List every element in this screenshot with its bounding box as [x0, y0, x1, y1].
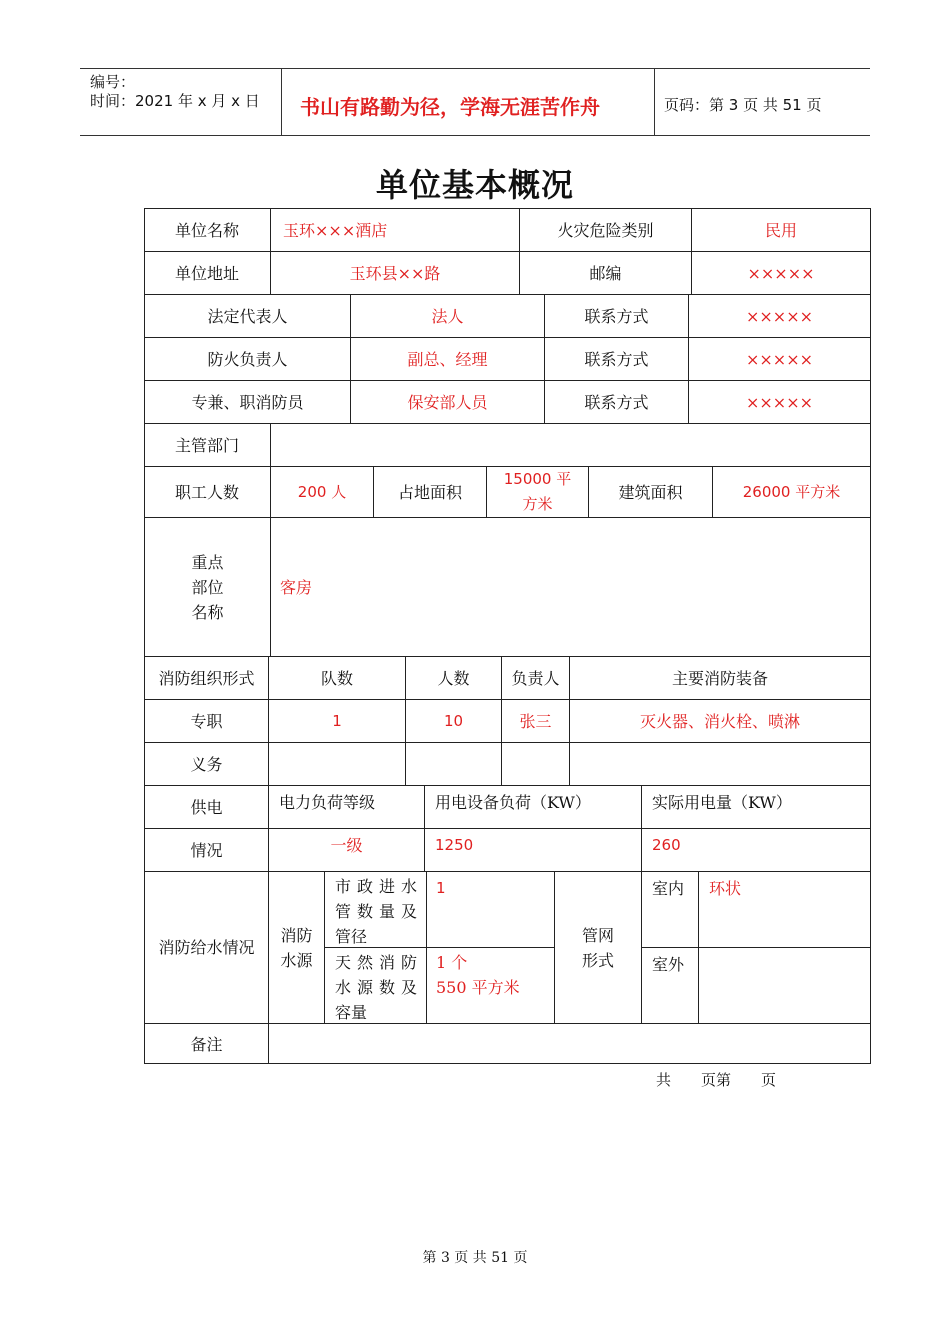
unit-name-label: 单位名称: [144, 208, 270, 251]
fire-risk-value: 民用: [691, 208, 870, 251]
header-motto: 书山有路勤为径，学海无涯苦作舟: [300, 95, 600, 119]
water-natural-line-1: 天 然 消 防: [335, 953, 417, 972]
org-col-equipment: 主要消防装备: [569, 656, 870, 699]
water-municipal-line-1: 市 政 进 水: [335, 877, 417, 896]
contact-label-2: 联系方式: [544, 337, 688, 380]
fire-manager-value: 副总、经理: [350, 337, 544, 380]
power-label-1: 供电: [144, 785, 268, 828]
legal-rep-value: 法人: [350, 294, 544, 337]
header-bottom-rule: [80, 135, 870, 136]
water-natural-value-line-2: 550 平方米: [436, 978, 520, 997]
staff-value: 200 人: [270, 466, 373, 517]
contact-value-1: ×××××: [688, 294, 870, 337]
header-top-rule: [80, 68, 870, 69]
table-page-counter: 共 页第 页: [656, 1071, 777, 1089]
org-volunteer-leader: [501, 742, 569, 785]
org-fulltime-label: 专职: [144, 699, 268, 742]
build-area-value: 26000 平方米: [712, 466, 870, 517]
power-load-level-label: 电力负荷等级: [268, 785, 424, 828]
postcode-label: 邮编: [519, 251, 691, 294]
key-parts-label-line-3: 名称: [191, 602, 224, 622]
org-fulltime-leader: 张三: [501, 699, 569, 742]
water-natural-value-line-1: 1 个: [436, 953, 468, 972]
water-municipal-value: 1: [426, 871, 554, 947]
contact-label-3: 联系方式: [544, 380, 688, 423]
water-source-label: [268, 871, 324, 1023]
key-parts-label-line-1: 重点: [191, 552, 224, 572]
dept-label: 主管部门: [144, 423, 270, 466]
page-title: 单位基本概况: [375, 166, 574, 204]
power-equipment-load-label: 用电设备负荷（KW）: [424, 785, 641, 828]
power-equipment-load: 1250: [424, 828, 641, 871]
water-indoor-value: 环状: [698, 871, 870, 947]
power-label-2: 情况: [144, 828, 268, 871]
contact-value-2: ×××××: [688, 337, 870, 380]
water-municipal-label: [324, 871, 426, 947]
key-parts-label: [144, 517, 270, 656]
water-natural-line-2: 水 源 数 及: [335, 978, 417, 997]
water-municipal-line-2: 管 数 量 及: [335, 902, 417, 921]
table-right-border: [870, 208, 871, 1064]
contact-value-3: ×××××: [688, 380, 870, 423]
water-network-line-1: 管网: [581, 925, 614, 945]
water-natural-value: [426, 947, 554, 1023]
water-network-line-2: 形式: [581, 950, 614, 970]
page-footer: 第 3 页 共 51 页: [422, 1250, 528, 1266]
water-outdoor-label: 室外: [641, 947, 698, 1023]
water-municipal-line-3: 管径: [335, 927, 368, 946]
fire-risk-label: 火灾危险类别: [519, 208, 691, 251]
power-actual-usage-label: 实际用电量（KW）: [641, 785, 870, 828]
remark-label: 备注: [144, 1023, 268, 1064]
org-volunteer-label: 义务: [144, 742, 268, 785]
org-fulltime-teams: 1: [268, 699, 405, 742]
org-volunteer-teams: [268, 742, 405, 785]
land-area-value: 15000 平方米: [486, 466, 588, 517]
contact-label-1: 联系方式: [544, 294, 688, 337]
address-value: 玉环县××路: [270, 251, 519, 294]
key-parts-label-line-2: 部位: [191, 577, 224, 597]
header-divider-left: [281, 68, 282, 135]
water-outdoor-value: [698, 947, 870, 1023]
unit-name-value: 玉环×××酒店: [270, 208, 519, 251]
postcode-value: ×××××: [691, 251, 870, 294]
header-divider-right: [654, 68, 655, 135]
water-source-line-1: 消防: [280, 925, 313, 945]
power-load-level: 一级: [268, 828, 424, 871]
org-volunteer-people: [405, 742, 501, 785]
water-natural-label: [324, 947, 426, 1023]
org-col-leader: 负责人: [501, 656, 569, 699]
org-fulltime-people: 10: [405, 699, 501, 742]
fireman-value: 保安部人员: [350, 380, 544, 423]
power-actual-usage: 260: [641, 828, 870, 871]
water-natural-line-3: 容量: [335, 1003, 368, 1022]
build-area-label: 建筑面积: [588, 466, 712, 517]
org-fulltime-equipment: 灭火器、消火栓、喷淋: [569, 699, 870, 742]
legal-rep-label: 法定代表人: [144, 294, 350, 337]
address-label: 单位地址: [144, 251, 270, 294]
water-indoor-label: 室内: [641, 871, 698, 947]
doc-number-label: 编号：: [90, 73, 136, 91]
fireman-label: 专兼、职消防员: [144, 380, 350, 423]
land-area-label: 占地面积: [373, 466, 486, 517]
water-network-label: [554, 871, 641, 1023]
remark-value: [268, 1023, 870, 1064]
staff-label: 职工人数: [144, 466, 270, 517]
org-col-people: 人数: [405, 656, 501, 699]
water-source-line-2: 水源: [280, 950, 313, 970]
water-label: 消防给水情况: [144, 871, 268, 1023]
header-page-info: 页码：第 3 页 共 51 页: [664, 96, 822, 114]
org-volunteer-equipment: [569, 742, 870, 785]
dept-value: [270, 423, 870, 466]
fire-manager-label: 防火负责人: [144, 337, 350, 380]
key-parts-value: 客房: [270, 517, 870, 656]
org-label: 消防组织形式: [144, 656, 268, 699]
org-col-teams: 队数: [268, 656, 405, 699]
doc-time: 时间：2021 年 x 月 x 日: [90, 92, 260, 110]
